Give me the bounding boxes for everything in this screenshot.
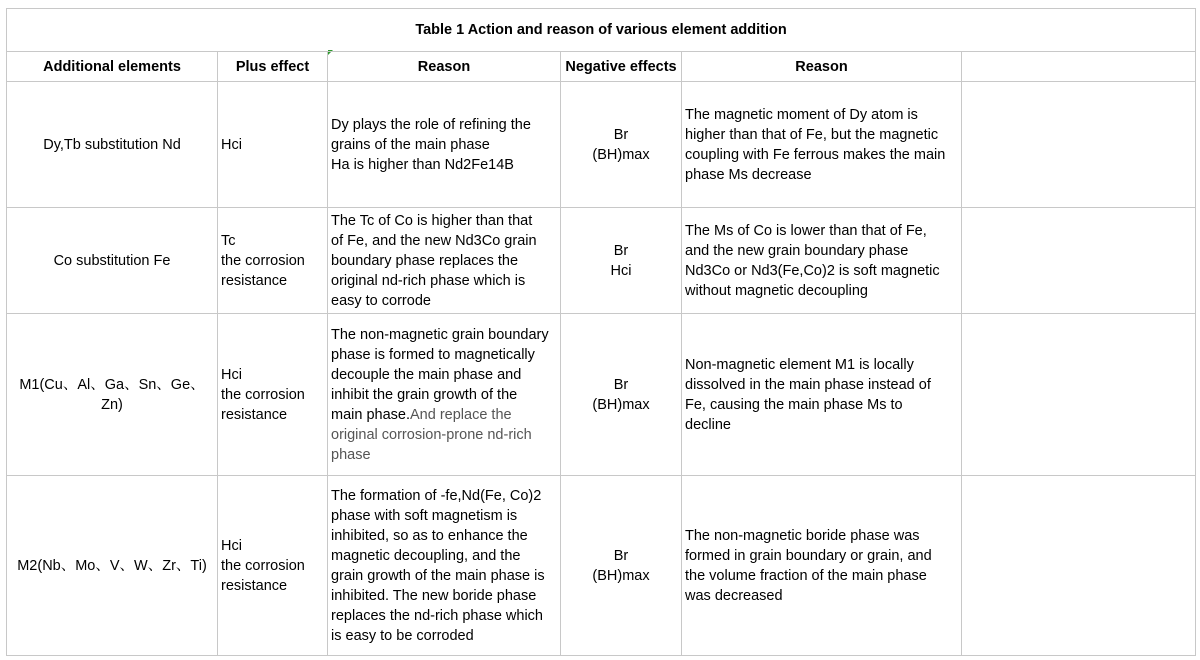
- cell-text-line: the corrosion: [221, 386, 305, 403]
- cell-text-line: inhibited, so as to enhance the: [331, 527, 528, 544]
- cell-additional-element: [7, 208, 218, 314]
- cell-negative-reason: [682, 208, 962, 314]
- cell-text-line: resistance: [221, 577, 288, 594]
- cell-text-line: phase is formed to magnetically: [331, 346, 535, 363]
- table-title: Table 1 Action and reason of various element addition: [7, 9, 1196, 52]
- cell-text-line: Br: [613, 376, 629, 393]
- cell-plus-effect: [218, 82, 328, 208]
- cell-text-line: Hci: [610, 262, 632, 279]
- cell-text-line: The formation of -fe,Nd(Fe, Co)2: [331, 487, 542, 504]
- cell-text-line: M1(Cu、Al、Ga、Sn、Ge、: [19, 376, 205, 393]
- cell-text-fragment-muted: And replace the: [410, 406, 512, 423]
- cell-plus-effect: [218, 314, 328, 476]
- header-negative-effects: Negative effects: [561, 52, 682, 82]
- cell-text-line: Dy,Tb substitution Nd: [43, 136, 181, 153]
- cell-text-line: the corrosion: [221, 252, 305, 269]
- cell-blank: [962, 314, 1196, 476]
- cell-text-line: The Ms of Co is lower than that of Fe,: [685, 222, 927, 239]
- cell-text-line: inhibit the grain growth of the: [331, 386, 518, 403]
- cell-plus-reason: [328, 208, 561, 314]
- cell-text-line: of Fe, and the new Nd3Co grain: [331, 232, 537, 249]
- cell-negative-effects: [561, 208, 682, 314]
- cell-additional-element: [7, 476, 218, 656]
- cell-additional-element: [7, 314, 218, 476]
- cell-negative-reason: [682, 82, 962, 208]
- cell-text-line: resistance: [221, 272, 288, 289]
- cell-text-fragment: main phase.: [331, 406, 410, 423]
- cell-text-line: (BH)max: [592, 146, 650, 163]
- cell-text-line: replaces the nd-rich phase which: [331, 607, 543, 624]
- cell-text-line: Ha is higher than Nd2Fe14B: [331, 156, 514, 173]
- cell-text-line: higher than that of Fe, but the magnetic: [685, 126, 939, 143]
- element-addition-table: [6, 8, 1196, 656]
- cell-text-line: decouple the main phase and: [331, 366, 522, 383]
- cell-blank: [962, 208, 1196, 314]
- cell-text-line: phase: [331, 446, 371, 463]
- cell-plus-effect: [218, 476, 328, 656]
- cell-plus-effect: [218, 208, 328, 314]
- cell-text-line: Non-magnetic element M1 is locally: [685, 356, 914, 373]
- cell-text-line: without magnetic decoupling: [685, 282, 868, 299]
- cell-text-line: Tc: [221, 232, 236, 249]
- cell-text-line: Zn): [101, 396, 123, 413]
- cell-text-line: The Tc of Co is higher than that: [331, 212, 533, 229]
- cell-text-line: The non-magnetic boride phase was: [685, 527, 920, 544]
- cell-text-line: was decreased: [685, 587, 783, 604]
- table-row: [7, 208, 1196, 314]
- cell-text-line: Hci: [221, 537, 242, 554]
- cell-text-line: magnetic decoupling, and the: [331, 547, 521, 564]
- cell-negative-effects: [561, 476, 682, 656]
- header-blank: [962, 52, 1196, 82]
- cell-text-line: The magnetic moment of Dy atom is: [685, 106, 918, 123]
- cell-text-line: the volume fraction of the main phase: [685, 567, 927, 584]
- cell-text-line: and the new grain boundary phase: [685, 242, 909, 259]
- cell-negative-effects: [561, 82, 682, 208]
- cell-text-line: Co substitution Fe: [53, 252, 171, 269]
- cell-negative-effects: [561, 314, 682, 476]
- cell-text-line: formed in grain boundary or grain, and: [685, 547, 932, 564]
- cell-text-line: [331, 405, 557, 425]
- cell-negative-reason: [682, 314, 962, 476]
- cell-text-line: Br: [613, 242, 629, 259]
- cell-text-line: inhibited. The new boride phase: [331, 587, 537, 604]
- cell-text-line: Hci: [221, 136, 242, 153]
- cell-text-line: Dy plays the role of refining the: [331, 116, 531, 133]
- cell-text-line: Hci: [221, 366, 242, 383]
- cell-text-line: Br: [613, 547, 629, 564]
- cell-blank: [962, 476, 1196, 656]
- cell-text-line: original corrosion-prone nd-rich: [331, 426, 532, 443]
- cell-additional-element: [7, 82, 218, 208]
- cell-plus-reason: [328, 82, 561, 208]
- cell-text-line: M2(Nb、Mo、V、W、Zr、Ti): [17, 557, 207, 574]
- cell-text-line: dissolved in the main phase instead of: [685, 376, 931, 393]
- cell-text-line: Fe, causing the main phase Ms to: [685, 396, 903, 413]
- header-reason-2: Reason: [682, 52, 962, 82]
- cell-text-line: original nd-rich phase which is: [331, 272, 526, 289]
- table-row: [7, 476, 1196, 656]
- cell-text-line: phase Ms decrease: [685, 166, 812, 183]
- header-plus-effect: Plus effect: [218, 52, 328, 82]
- cell-text-line: grains of the main phase: [331, 136, 490, 153]
- cell-text-line: (BH)max: [592, 567, 650, 584]
- header-additional-elements: Additional elements: [7, 52, 218, 82]
- cell-negative-reason: [682, 476, 962, 656]
- cell-text-line: resistance: [221, 406, 288, 423]
- cell-text-line: phase with soft magnetism is: [331, 507, 518, 524]
- cell-text-line: Br: [613, 126, 629, 143]
- cell-blank: [962, 82, 1196, 208]
- cell-text-line: is easy to be corroded: [331, 627, 474, 644]
- cell-text-line: decline: [685, 416, 731, 433]
- cell-text-line: The non-magnetic grain boundary: [331, 326, 549, 343]
- cell-text-line: boundary phase replaces the: [331, 252, 519, 269]
- cell-text-line: grain growth of the main phase is: [331, 567, 545, 584]
- cell-plus-reason: [328, 314, 561, 476]
- table-row: [7, 82, 1196, 208]
- table-row: [7, 314, 1196, 476]
- cell-plus-reason: [328, 476, 561, 656]
- cell-text-line: (BH)max: [592, 396, 650, 413]
- cell-text-line: easy to corrode: [331, 292, 431, 309]
- header-reason: Reason: [328, 52, 561, 82]
- cell-text-line: coupling with Fe ferrous makes the main: [685, 146, 946, 163]
- cell-text-line: Nd3Co or Nd3(Fe,Co)2 is soft magnetic: [685, 262, 940, 279]
- cell-text-line: the corrosion: [221, 557, 305, 574]
